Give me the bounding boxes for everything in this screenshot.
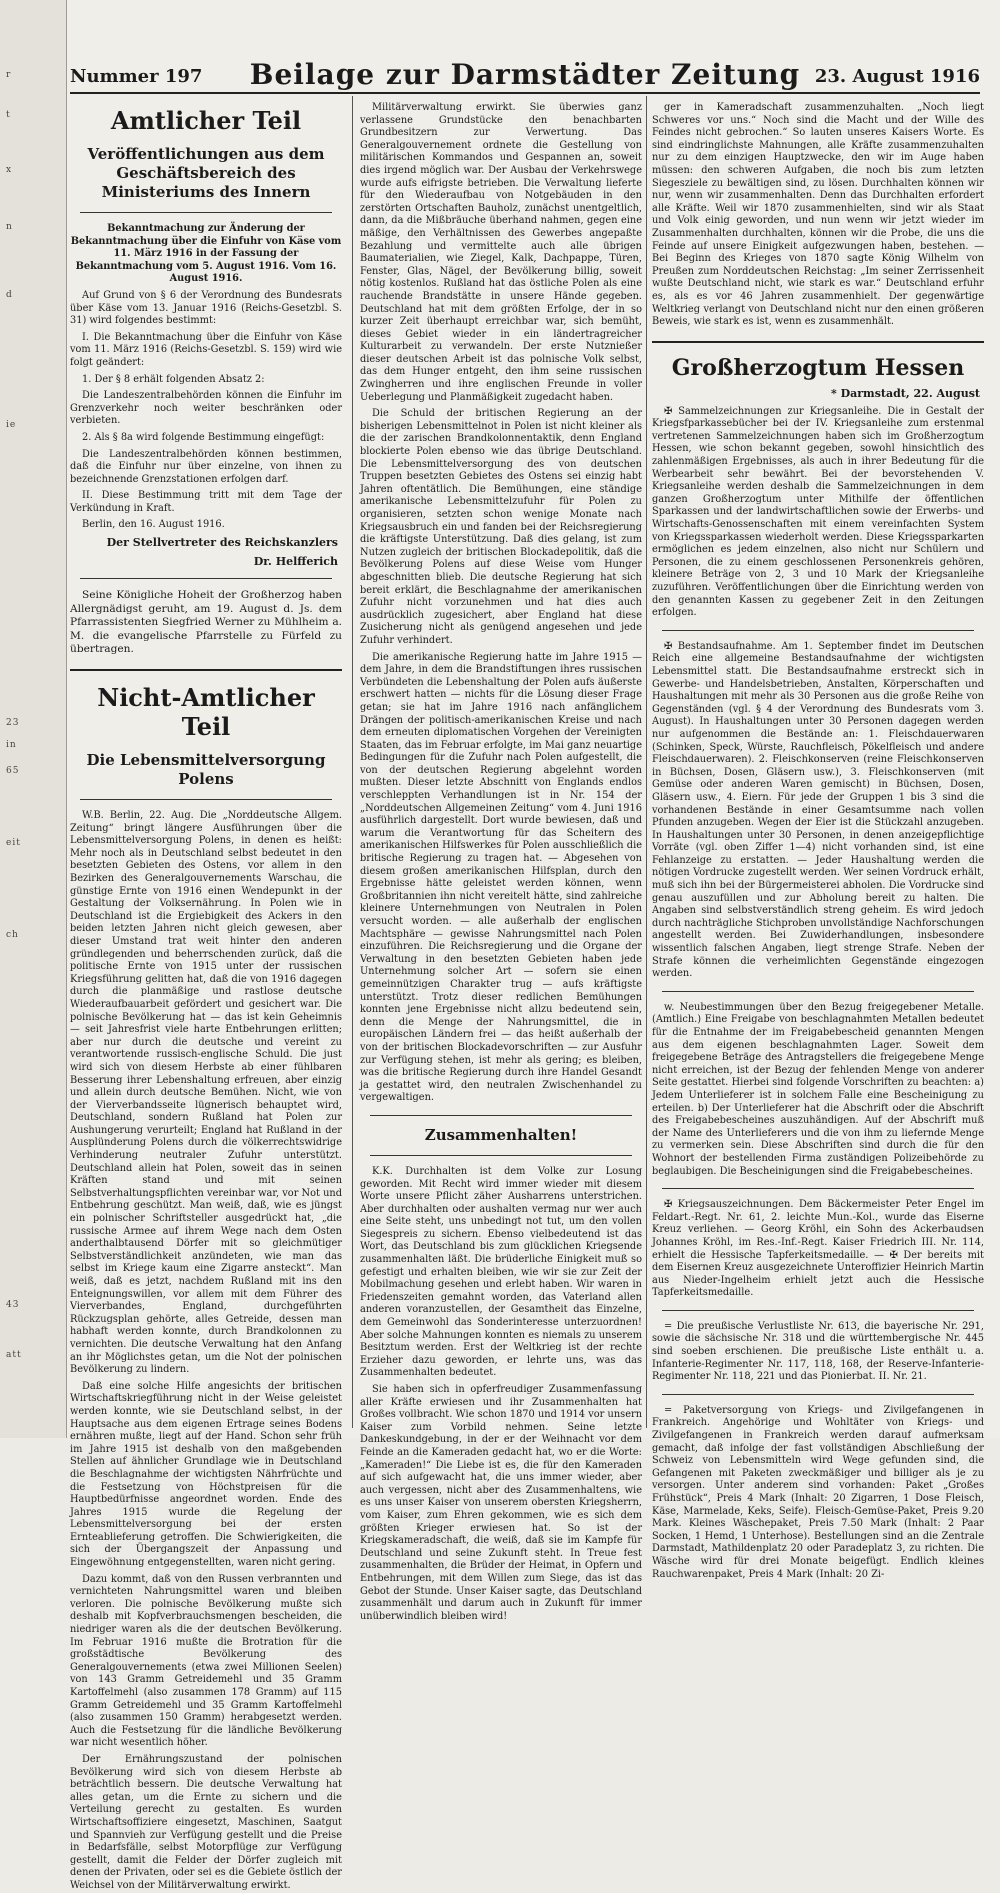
margin-fragment: 43 bbox=[6, 1300, 20, 1310]
margin-fragment: ch bbox=[6, 930, 19, 940]
column-1 bbox=[70, 98, 342, 1891]
masthead-rule bbox=[70, 92, 980, 94]
section-title-amtlicher-teil: Amtlicher Teil bbox=[110, 106, 302, 135]
paragraph: Berlin, den 16. August 1916. bbox=[82, 519, 225, 531]
margin-fragment: in bbox=[6, 740, 17, 750]
paragraph: 2. Als § 8a wird folgende Bestimmung eingefügt: bbox=[82, 431, 325, 443]
paragraph: ✠ Bestandsaufnahme. Am 1. September findet im Deutschen Reich eine allgemeine Bestandsaufnahme der wichtigsten Lebensmittel statt. Die Bestandsaufnahme erstreckt sich in Gewerbe- und Handelsbetrieben, Anstalten, Körperschaften und Haushaltungen mit mehr als 30 Personen aus die große Reihe von Gegenständen (vgl. § 4 der Verordnung des Bundesrats vom 3. August). In Haushaltungen unter 30 Personen dagegen werden nur aufgenommen die Bestände an: 1. Fleischdauerwaren (Schinken, Speck, Würste, Rauchfleisch, Pökelfleisch und andere Fleischdauerwaren). 2. Fleischkonserven (reine Fleischkonserven in Büchsen, Dosen, Gläsern usw.), 3. Fleischkonserven (mit Gemüse oder anderen Waren gemischt) in Büchsen, Dosen, Gläsern usw., 4. Eiern. Für jede der Gruppen 1 bis 3 sind die vorhandenen Bestände in einer Gesamtsumme nach vollen Pfunden anzugeben. Wegen der Eier ist die Stückzahl anzugeben. In Haushaltungen unter 30 Personen, in denen anzeigepflichtige Vorräte (vgl. oben Ziffer 1—4) nicht vorhanden sind, ist eine Fehlanzeige zu erstatten. — Jeder Haushaltung werden die nötigen Vordrucke zugestellt werden. Wer seinen Vordruck erhält, muß sich ihn bei der Bürgermeisterei abholen. Die Vordrucke sind genau auszufüllen und zur Abholung bereit zu halten. Die Angaben sind selbstverständlich streng geheim. Es wird jedoch durch nachträgliche Stichproben unvollständige Nachforschungen angestellt werden. Bei Zuwiderhandlungen, insbesondere wissentlich falschen Angaben, liegt strenge Strafe. Neben der Strafe können die verheimlichten Gegenstände eingezogen werden. bbox=[652, 640, 985, 980]
dateline: * Darmstadt, 22. August bbox=[831, 386, 980, 400]
bekanntmachung-title: Bekanntmachung zur Änderung der Bekanntmachung über die Einfuhr von Käse vom 11. März 1916 in der Fassung der Bekanntmachung vom 5. August 1916. Vom 16. August 1916. bbox=[70, 223, 342, 285]
margin-fragment: 23 bbox=[6, 718, 20, 728]
paragraph: = Paketversorgung von Kriegs- und Zivilgefangenen in Frankreich. Angehörige und Wohltäter von Kriegs- und Zivilgefangenen in Frankreich werden darauf aufmerksam gemacht, daß infolge der fast vollständigen Abschließung der Schweiz von Lebensmitteln wird Wege gefunden sind, die Gefangenen mit Paketen zweckmäßiger und billiger als je zu versorgen. Unter anderem sind vorhanden: Paket „Großes Frühstück“, Preis 4 Mark (Inhalt: 20 Zigarren, 1 Dose Fleisch, Käse, Marmelade, Keks, Seife). Fleisch-Gemüse-Paket, Preis 9.20 Mark. Kleines Wäschepaket, Preis 7.50 Mark (Inhalt: 2 Paar Socken, 1 Hemd, 1 Unterhose). Bestellungen sind an die Zentrale Darmstadt, Mathildenplatz 20 oder Paradeplatz 3, zu richten. Die Wäsche wird für drei Monate beigefügt. Endlich kleines Rauchwarenpaket, Preis 4 Mark (Inhalt: 20 Zi- bbox=[652, 1404, 984, 1580]
section-title-hessen: Großherzogtum Hessen bbox=[671, 354, 965, 381]
paragraph: Dazu kommt, daß von den Russen verbrannten und vernichteten Nahrungsmittel waren und bleiben verloren. Die polnische Bevölkerung mußte sich deshalb mit Kopfverbrauchsmengen bescheiden, die niedriger waren als die der deutschen Bevölkerung. Im Februar 1916 mußte die Brotration für die großstädtische Bevölkerung des Generalgouvernements (etwa zwei Millionen Seelen) von 143 Gramm Getreidemehl und 35 Gramm Kartoffelmehl (also zusammen 178 Gramm) auf 115 Gramm Getreidemehl und 35 Gramm Kartoffelmehl (also zusammen 150 Gramm) herabgesetzt werden. Auch die Festsetzung für die ländliche Bevölkerung war nicht wesentlich höher. bbox=[70, 1573, 342, 1749]
divider bbox=[80, 799, 332, 800]
margin-fragment: n bbox=[6, 222, 13, 232]
divider bbox=[662, 1310, 974, 1311]
paragraph: Militärverwaltung erwirkt. Sie überwies ganz verlassene Grundstücke den benachbarten Grundbesitzern zur Verwertung. Das Generalgouvernement ordnete die Gestellung von militärischen Kommandos und Gespannen an, soweit dies irgend möglich war. Der Ausbau der Verkehrswege wurde aufs eifrigste betrieben. Die Verwaltung lieferte für den Wiederaufbau von Notgebäuden in den zerstörten Ortschaften Bauholz, zunächst unentgeltlich, dann, da die Mißbräuche überhand nahmen, gegen eine mäßige, den Verhältnissen des Gewerbes angepaßte Bezahlung und vermittelte auch alle übrigen Baumaterialien, wie Ziegel, Kalk, Dachpappe, Türen, Fenster, Glas, Nägel, der Bevölkerung billig, soweit nötig kostenlos. Rußland hat das östliche Polen als eine rauchende Brandstätte in unsere Hände gegeben. Deutschland hat mit dem größten Erfolge, der in so kurzer Zeit überhaupt erreichbar war, sich bemüht, dieses Gebiet wieder in ein ländertragreicher Kulturarbeit zu verwandeln. Der erste Nutznießer dieser deutschen Arbeit ist das polnische Volk selbst, das dem Hunger entgeht, den ihm seine russischen Zwingherren und ihre englischen Freunde in voller Ueberlegung und Planmäßigkeit zugedacht haben. bbox=[360, 102, 642, 403]
margin-fragment: ie bbox=[6, 420, 17, 430]
paragraph: Die Landeszentralbehörden können bestimmen, daß die Einfuhr nur über einzelne, von ihnen zu bezeichnende Grenzstationen erfolgen darf. bbox=[70, 448, 342, 485]
divider bbox=[662, 1394, 974, 1395]
margin-fragment: 65 bbox=[6, 766, 20, 776]
paragraph: K.K. Durchhalten ist dem Volke zur Losung geworden. Mit Recht wird immer wieder mit diesem Worte unsere Pflicht zäher Ausharrens unterstrichen. Aber durchhalten oder aushalten vermag nur wer auch eine Seite steht, uns unbedingt not tut, um den vollen Siegespreis zu sichern. Ebenso vielbedeutend ist das Wort, das Deutschland bis zum glücklichen Kriegsende zusammenhalten läßt. Die brüderliche Einigkeit muß so gefestigt und erhalten bleiben, wie wir sie zur Zeit der Mobilmachung gesehen und erlebt haben. Wir waren in Friedenszeiten gemahnt worden, das Vaterland allen anderen voranzustellen, der Gesamtheit das Einzelne, dem Gemeinwohl das Sonderinteresse unterzuordnen! Aber solche Mahnungen konnten es niemals zu unserem Besitztum werden. Erst der Weltkrieg ist der rechte Erzieher dazu geworden, er lehrte uns, was das Zusammenhalten bedeutet. bbox=[360, 1165, 642, 1379]
paragraph: ger in Kameradschaft zusammenzuhalten. „Noch liegt Schweres vor uns.“ Noch sind die Macht und der Wille des Feindes nicht gebrochen.“ So lauten unseres Kaisers Worte. Es sind eindringlichste Mahnungen, alle Kräfte zusammenzuhalten nur zu dem einzigen Hauptzwecke, den wir im Auge haben müssen: den schweren Aufgaben, die noch bis zum letzten Siegesziele zu bewältigen sind, zu lösen. Durchhalten können wir nur, wenn wir zusammenhalten. Denn das Durchhalten erfordert alle Kräfte. Weil wir 1870 zusammenhielten, sind wir als Staat und Volk einig geworden, und nun wenn wir jetzt wieder im Zusammenhalten durchhalten, können wir die Probe, die uns die Feinde auf unsere Einigkeit aufgezwungen haben, bestehen. — Bei Beginn des Krieges von 1870 sagte König Wilhelm von Preußen zum Norddeutschen Reichstag: „Im seiner Zerrissenheit wußte Deutschland nicht, wie stark es war.“ Deutschland erfuhr es, als es vor 46 Jahren zusammenhielt. Der gegenwärtige Weltkrieg verlangt von Deutschland nicht nur den einen größeren Beweis, wie stark es ist, wenn es zusammenhält. bbox=[652, 102, 984, 328]
margin-fragment: eit bbox=[6, 838, 21, 848]
article-heading-polen: Die Lebensmittelversorgung Polens bbox=[86, 751, 326, 789]
paragraph: Auf Grund von § 6 der Verordnung des Bundesrats über Käse vom 13. Januar 1916 (Reichs-Gesetzbl. S. 31) wird folgendes bestimmt: bbox=[70, 289, 342, 327]
margin-fragment: t bbox=[6, 110, 11, 120]
article-heading-ministerium: Veröffentlichungen aus dem Geschäftsbereich des Ministeriums des Innern bbox=[87, 145, 325, 201]
paragraph: 1. Der § 8 erhält folgenden Absatz 2: bbox=[82, 373, 265, 385]
paragraph: ✠ Kriegsauszeichnungen. Dem Bäckermeister Peter Engel im Feldart.-Regt. Nr. 61, 2. leichte Mun.-Kol., wurde das Eiserne Kreuz verliehen. — Georg Kröhl, ein Sohn des Ackerbaudsen Johannes Kröhl, im Res.-Inf.-Regt. Kaiser Friedrich III. Nr. 114, erhielt die Hessische Tapferkeitsmedaille. — ✠ Der bereits mit dem Eisernen Kreuz ausgezeichnete Unteroffizier Heinrich Martin aus Nieder-Ingelheim erhielt jetzt auch die Hessische Tapferkeitsmedaille. bbox=[652, 1199, 984, 1299]
divider bbox=[70, 669, 342, 671]
article-heading-zusammenhalten: Zusammenhalten! bbox=[424, 1125, 578, 1144]
paragraph: w. Neubestimmungen über den Bezug freigegebener Metalle. (Amtlich.) Eine Freigabe von beschlagnahmten Metallen bedeutet für die Entnahme der im Freigabebescheid genannten Mengen aus dem eigenen beschlagnahmten Lager. Soweit dem freigegebene Beträge des Antragstellers die freigegebene Menge nicht erreichen, ist der Bezug der fehlenden Menge von anderer Seite gestattet. Hierbei sind folgende Vorschriften zu beachten: a) Jedem Unterlieferer ist in solchem Falle eine Bescheinigung zu erteilen. b) Der Unterlieferer hat die Abschrift oder die Abschrift des Freigabebescheines auszuhändigen. Auf der Abschrift muß der Name des Unterlieferers und die von ihm zu liefernde Menge zu vermerken sein. Diese Abschriften sind durch die für den Wohnort der bestellenden Firma zuständigen Polizeibehörde zu beglaubigen. Die Bescheinigungen sind die Freigabebescheines. bbox=[652, 1001, 984, 1177]
column-rule bbox=[352, 96, 353, 1428]
signature-name: Dr. Helfferich bbox=[253, 555, 338, 569]
divider bbox=[662, 1188, 974, 1189]
divider bbox=[662, 630, 974, 631]
paragraph: Daß eine solche Hilfe angesichts der britischen Wirtschaftskriegführung nicht in der Weise geleistet werden konnte, wie sie Deutschland selbst, in der Hauptsache aus dem eigenen Ertrage seines Bodens ernähren mußte, liegt auf der Hand. Schon sehr früh im Jahre 1915 ist deshalb von den maßgebenden Stellen auf ähnlicher Grundlage wie in Deutschland die Beschlagnahme der wichtigsten Nährfrüchte und die Festsetzung von Höchstpreisen für die Hauptbedürfnisse angeordnet worden. Ende des Jahres 1915 wurde die Regelung der Lebensmittelversorgung bei der ersten Ernteablieferung getroffen. Die Schwierigkeiten, die sich der Übergangszeit der Anpassung und Eingewöhnung entgegenstellten, waren nicht gering. bbox=[70, 1380, 342, 1569]
paragraph: Der Ernährungszustand der polnischen Bevölkerung wird sich von diesem Herbste ab beträchtlich bessern. Die deutsche Verwaltung hat alles getan, um die Ernte zu sichern und die Verteilung gerecht zu gestalten. Es wurden Wirtschaftsoffiziere eingesetzt, Maschinen, Saatgut und Spannvieh zur Verfügung gestellt und die Preise in Bedarfsfälle, selbst Motorpflüge zur Verfügung gestellt, damit die Felder der Dörfer zugleich mit denen der Privaten, oder sei es die Gebiete östlich der Weichsel von der Militärverwaltung erwirkt. bbox=[70, 1753, 342, 1891]
margin-fragment: att bbox=[6, 1350, 22, 1360]
margin-fragment: r bbox=[6, 70, 12, 80]
divider bbox=[370, 1115, 632, 1116]
paragraph: II. Diese Bestimmung tritt mit dem Tage der Verkündung in Kraft. bbox=[70, 490, 342, 514]
adjacent-page-margin bbox=[0, 0, 67, 1438]
column-3 bbox=[652, 98, 985, 1580]
paragraph: Seine Königliche Hoheit der Großherzog haben Allergnädigst geruht, am 19. August d. Js. dem Pfarrassistenten Siegfried Werner zu Mühlheim a. M. die evangelische Pfarrstelle zu Fürfeld zu übertragen. bbox=[70, 589, 342, 656]
paragraph: Die Landeszentralbehörden können die Einfuhr im Grenzverkehr noch weiter beschränken oder verbieten. bbox=[70, 390, 342, 427]
divider bbox=[80, 578, 332, 579]
masthead bbox=[70, 56, 980, 92]
divider bbox=[370, 1155, 632, 1156]
divider bbox=[662, 991, 974, 992]
paragraph: Die amerikanische Regierung hatte im Jahre 1915 — dem Jahre, in dem die Brandstiftungen ihres russischen Verbündeten die Lebenshaltung der Polen aufs äußerste erschwert hatten — nichts für die Lösung dieser Frage getan; sie hat im Jahre 1916 nach anfänglichem Drängen der politisch-amerikanischen Kreise und nach dem erneuten diplomatischen Vorgehen der Vereinigten Staaten, das im Februar erfolgte, im Mai ganz neuartige Bedingungen für die Zufuhr nach Polen aufgestellt, die von der deutschen Regierung abgelehnt worden mußten. Dieser letzte Abschnitt von Englands endlos verschleppten Verhandlungen ist in Nr. 154 der „Norddeutschen Allgemeinen Zeitung“ vom 4. Juni 1916 ausführlich dargestellt. Dort wurde bewiesen, daß und warum die Verantwortung für das Scheitern des amerikanischen Hilfswerkes für Polen ausschließlich die britische Regierung zu tragen hat. — Abgesehen von diesem großen amerikanischen Hilfsplan, durch den Ergebnisse hätte geleistet werden können, wenn Großbritannien ihn nicht vereitelt hätte, sind zahlreiche kleinere Unternehmungen von Neutralen in Polen versucht worden. — alle außerhalb der englischen Machtsphäre — gewisse Nahrungsmittel nach Polen einzuführen. Die Reichsregierung und die Organe der Verwaltung in den besetzten Gebieten haben jede Unternehmung solcher Art — sofern sie einen gemeinnützigen Charakter trug — aufs kräftigste unterstützt. Trotz dieser redlichen Bemühungen konnten jene Ergebnisse nicht allzu bedeutend sein, denn die Menge der Nahrungsmittel, die in europäischen Ländern frei — das heißt außerhalb der von der britischen Blockadevorschriften — zur Ausfuhr zur Verfügung stehen, ist mehr als gering; es bleiben, was die britische Regierung durch ihre Handel Gesandt ja gestattet wird, den neutralen Zwischenhandel zu vergewaltigen. bbox=[360, 651, 642, 1104]
column-2 bbox=[360, 98, 642, 1622]
paragraph: I. Die Bekanntmachung über die Einfuhr von Käse vom 11. März 1916 (Reichs-Gesetzbl. S. 159) wird wie folgt geändert: bbox=[70, 331, 342, 368]
signature-title: Der Stellvertreter des Reichskanzlers bbox=[106, 536, 338, 550]
paragraph: ✠ Sammelzeichnungen zur Kriegsanleihe. Die in Gestalt der Kriegsfparkassebücher bei der IV. Kriegsanleihe zum erstenmal vertretenen Sammelzeichnungen haben sich im Großherzogtum Hessen, wie schon bekannt gegeben, sowohl hinsichtlich des zahlenmäßigen Ergebnisses, als auch in ihrer Bedeutung für die Werbearbeit sehr bewährt. Bei der bevorstehenden V. Kriegsanleihe werden deshalb die Sammelzeichnungen in dem ganzen Großherzogtum unter Mithilfe der öffentlichen Sparkassen und der landwirtschaftlichen sowie der Erwerbs- und Wirtschafts-Genossenschaften mit einem vereinfachten System von Kriegssparkassen wiederholt werden. Diese Kriegssparkarten ermöglichen es jedem einzelnen, also nicht nur Schülern und Personen, die zu einem geschlossenen Personenkreis gehören, kleinere Beträge von 2, 3 und 10 Mark der Kriegsanleihe zuzuführen. Veröffentlichungen über die Einrichtung werden von den genannten Kassen zu gegebener Zeit in den Zeitungen erfolgen. bbox=[652, 405, 984, 619]
column-rule bbox=[646, 96, 647, 1428]
issue-number: Nummer 197 bbox=[70, 66, 203, 87]
paragraph: Die Schuld der britischen Regierung an der bisherigen Lebensmittelnot in Polen ist nicht kleiner als die der zarischen Brandkolonnentaktik, denn England blockierte Polen ebenso wie das übrige Deutschland. Die Lebensmittelversorgung des von deutschen Truppen besetzten Gebietes des Ostens sei einzig habt Jahren oftentätlich. Die Bemühungen, eine ständige amerikanische Lebensmittelzufuhr für Polen zu organisieren, setzten schon wenige Monate nach Kriegsausbruch ein und fanden bei der Reichsregierung die kräftigste Unterstützung. Daß dies gelang, ist zum Nutzen zugleich der britischen Blockadepolitik, daß die Bevölkerung Polens auf diese Weise vom Hunger abgeschnitten blieb. Die deutsche Regierung hat sich bereit erklärt, die Beschlagnahme der amerikanischen Zufuhr nicht vorzunehmen und hat dies auch ausdrücklich zugesichert, aber England hat diese Zusicherung nicht als genügend angesehen und jede Zufuhr verhindert. bbox=[360, 408, 642, 646]
divider bbox=[652, 341, 984, 343]
margin-fragment: x bbox=[6, 165, 13, 175]
paragraph: = Die preußische Verlustliste Nr. 613, die bayerische Nr. 291, sowie die sächsische Nr. 318 und die württembergische Nr. 445 sind soeben erschienen. Die preußische Liste enthält u. a. Infanterie-Regimenter Nr. 117, 118, 168, der Reserve-Infanterie-Regimenter Nr. 118, 221 und das Pionierbat. II. Nr. 21. bbox=[652, 1320, 984, 1383]
newspaper-title: Beilage zur Darmstädter Zeitung bbox=[249, 58, 801, 91]
paragraph: Sie haben sich in opferfreudiger Zusammenfassung aller Kräfte erwiesen und ihr Zusammenhalten hat Großes vollbracht. Wie schon 1870 und 1914 vor unsern Kaiser zum Vorbild nehmen. Seine letzte Dankeskundgebung, in der er der Weihnacht vor dem Feinde an die Kameraden gedacht hat, wo er die Worte: „Kameraden!“ Die Liebe ist es, die für den Kameraden auf sich aufgewacht hat, die uns immer wieder, aber auch vergessen, nicht aber des Zusammenhaltens, wie es uns unser Kaiser von unserem obersten Kriegsherrn, vom Kaiser, zum Ehren gekommen, wie es sich dem größten Krieger erwiesen hat. So ist der Kriegskameradschaft, die weiß, daß sie im Kampfe für Deutschland und seine Zukunft steht. In Treue fest zusammenhalten, die Brüder der Heimat, in Opfern und Entbehrungen, mit dem Willen zum Siege, das ist das Gebot der Stunde. Unser Kaiser sagte, das Deutschland zusammenhält und darum auch in Zukunft für immer unüberwindlich bleiben wird! bbox=[360, 1384, 642, 1622]
margin-fragment: d bbox=[6, 290, 13, 300]
section-title-nicht-amtlicher-teil: Nicht-Amtlicher Teil bbox=[97, 683, 315, 742]
issue-date: 23. August 1916 bbox=[814, 66, 980, 87]
divider bbox=[80, 212, 332, 213]
paragraph: W.B. Berlin, 22. Aug. Die „Norddeutsche Allgem. Zeitung“ bringt längere Ausführungen über die Lebensmittelversorgung Polens, in denen es heißt: Mehr noch als in Deutschland selbst bedeutet in den besetzten Gebieten des Ostens, vor allem in den Bezirken des Generalgouvernements Warschau, die günstige Ernte von 1916 einen Wendepunkt in der Gestaltung der Volksernährung. In Polen wie in Deutschland ist die Ergiebigkeit des Ackers in den beiden letzten Jahren nicht gleich gewesen, aber dieser Umstand trat weit hinter den anderen gründlegenden und beherrschenden zurück, daß die politische Ernte von 1915 unter der russischen Kriegsführung gelitten hat, daß die von 1916 dagegen durch die planmäßige und rastlose deutsche Wiederaufbauarbeit gefördert und gesichert war. Die polnische Bevölkerung hat — das ist kein Geheimnis — seit Jahresfrist viele harte Entbehrungen erlitten; aber nur durch die deutsche und vereint zu verantwortende russisch-englische Schuld. Die just wird sich von diesem Herbste ab einer fühlbaren Besserung ihrer Lebenshaltung erfreuen, aber einzig und allein durch deutsche Bemühen. Nicht, wie von der Vierverbandsseite lügnerisch behauptet wird, Deutschland, sondern Rußland hat Polen zur Aushungerung verurteilt; England hat Rußland in der Ausplünderung Polens durch die völkerrechtswidrige Verhinderung neutraler Zufuhr unterstützt. Deutschland allein hat Polen, soweit das in seinen Kräften stand und mit seinen Selbstverhaltungspflichten vereinbar war, vor Not und Entbehrung geschützt. Man weiß, daß, wie es jüngst ein polnischer Schriftsteller ausgedrückt hat, „die russische Armee auf ihrem Wege nach dem Osten anderthalbtausend Dörfer mit so gleichmütiger Selbstverständlichkeit anzündeten, wie man das selbst im Kriege kaum eine Zigarre ansteckt“. Man weiß, daß es jetzt, nachdem Rußland mit ins den Enteignungswillen, vor allem mit dem Führer des Vierverbandes, England, durchgeführten Rückzugsplan gehörte, alles Getreide, dessen man habhaft werden konnte, durch Brandkolonnen zu vernichten. Die deutsche Verwaltung hat den Anfang an ihr Möglichstes getan, um die Not der polnischen Bevölkerung zu lindern. bbox=[70, 810, 342, 1376]
